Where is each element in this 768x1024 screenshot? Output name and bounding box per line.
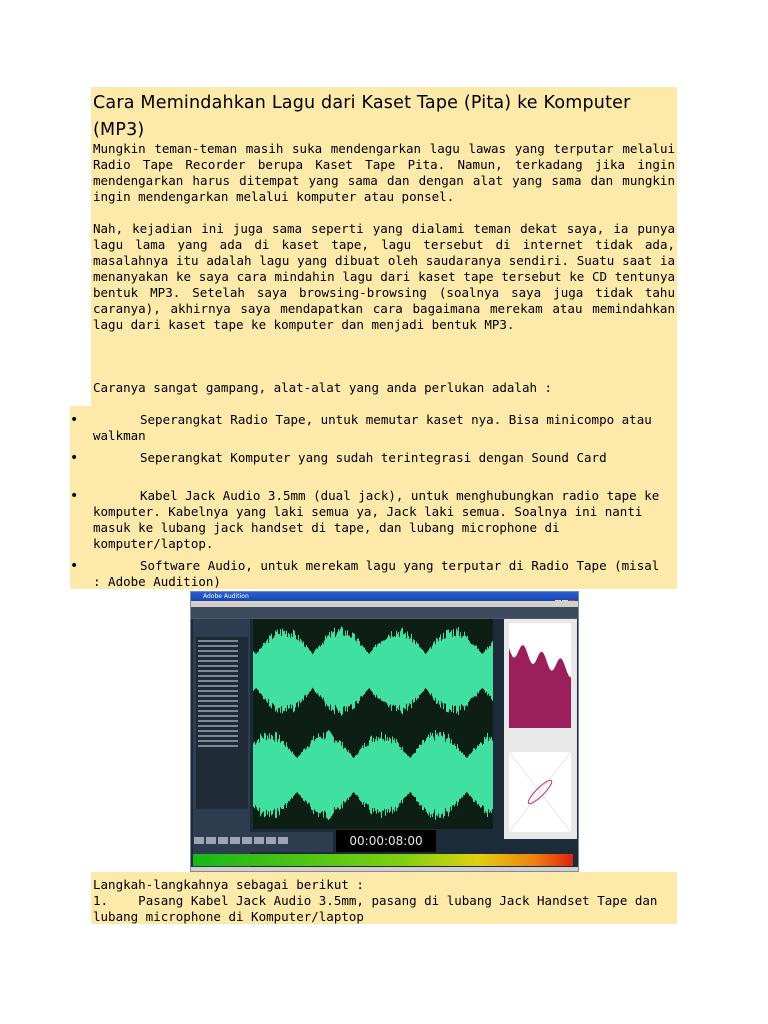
waveform-view — [253, 619, 493, 829]
list-item: • Kabel Jack Audio 3.5mm (dual jack), untuk menghubungkan radio tape ke komputer. Kabelnya yang laki semua ya, Jack laki semua. Soalnya ini nanti masuk ke lubang jack handset di tape, dan lubang microphone di komputer/laptop. — [70, 488, 660, 551]
bullet-icon: • — [70, 558, 79, 574]
waveform-channel-left — [253, 621, 493, 721]
file-list — [196, 637, 248, 809]
analysis-panel — [504, 619, 577, 839]
list-item: • Seperangkat Radio Tape, untuk memutar kaset nya. Bisa minicompo atau walkman — [70, 412, 652, 443]
window-titlebar: Adobe Audition — [191, 592, 578, 601]
toolbar — [191, 607, 578, 619]
step-item: 1. Pasang Kabel Jack Audio 3.5mm, pasang di lubang Jack Handset Tape dan lubang microphone di Komputer/laptop — [93, 893, 658, 924]
bullet-icon: • — [70, 488, 79, 504]
steps-section — [93, 877, 677, 925]
waveform-channel-right — [253, 725, 493, 825]
page-title: Cara Memindahkan Lagu dari Kaset Tape (Pita) ke Komputer (MP3) — [93, 93, 631, 140]
time-display: 00:00:08:00 — [336, 830, 436, 852]
tools-intro: Caranya sangat gampang, alat-alat yang anda perlukan adalah : — [93, 380, 553, 395]
bullet-icon: • — [70, 412, 79, 428]
steps-heading: Langkah-langkahnya sebagai berikut : — [93, 877, 364, 892]
list-item: • Software Audio, untuk merekam lagu yang terputar di Radio Tape (misal : Adobe Audition) — [70, 558, 660, 589]
transport-controls — [193, 832, 333, 852]
paragraph-1: Mungkin teman-teman masih suka mendengarkan lagu lawas yang terputar melalui Radio Tape Recorder berupa Kaset Tape Pita. Namun, terkadang jika ingin mendengarkan harus ditempat yang sama dan dengan alat yang sama dan mungkin ingin mendengarkan melalui komputer atau ponsel. — [93, 141, 675, 204]
status-bar — [191, 867, 578, 872]
level-meter — [193, 854, 573, 866]
spectrum-graph — [509, 623, 571, 728]
window-controls — [554, 593, 576, 600]
bullet-icon: • — [70, 450, 79, 466]
paragraph-2: Nah, kejadian ini juga sama seperti yang dialami teman dekat saya, ia punya lagu lama yang ada di kaset tape, lagu tersebut di internet tidak ada, masalahnya itu adalah lagu yang dibuat oleh saudaranya sendiri. Suatu saat ia menanyakan ke saya cara mindahin lagu dari kaset tape tersebut ke CD tentunya bentuk MP3. Setelah saya browsing-browsing (soalnya saya juga tidak tahu caranya), akhirnya saya mendapatkan cara bagaimana merekam atau memindahkan lagu dari kaset tape ke komputer dan menjadi bentuk MP3. — [93, 221, 675, 332]
audition-screenshot — [190, 591, 579, 872]
list-item: • Seperangkat Komputer yang sudah terintegrasi dengan Sound Card — [70, 450, 607, 466]
phase-scope — [509, 752, 571, 832]
